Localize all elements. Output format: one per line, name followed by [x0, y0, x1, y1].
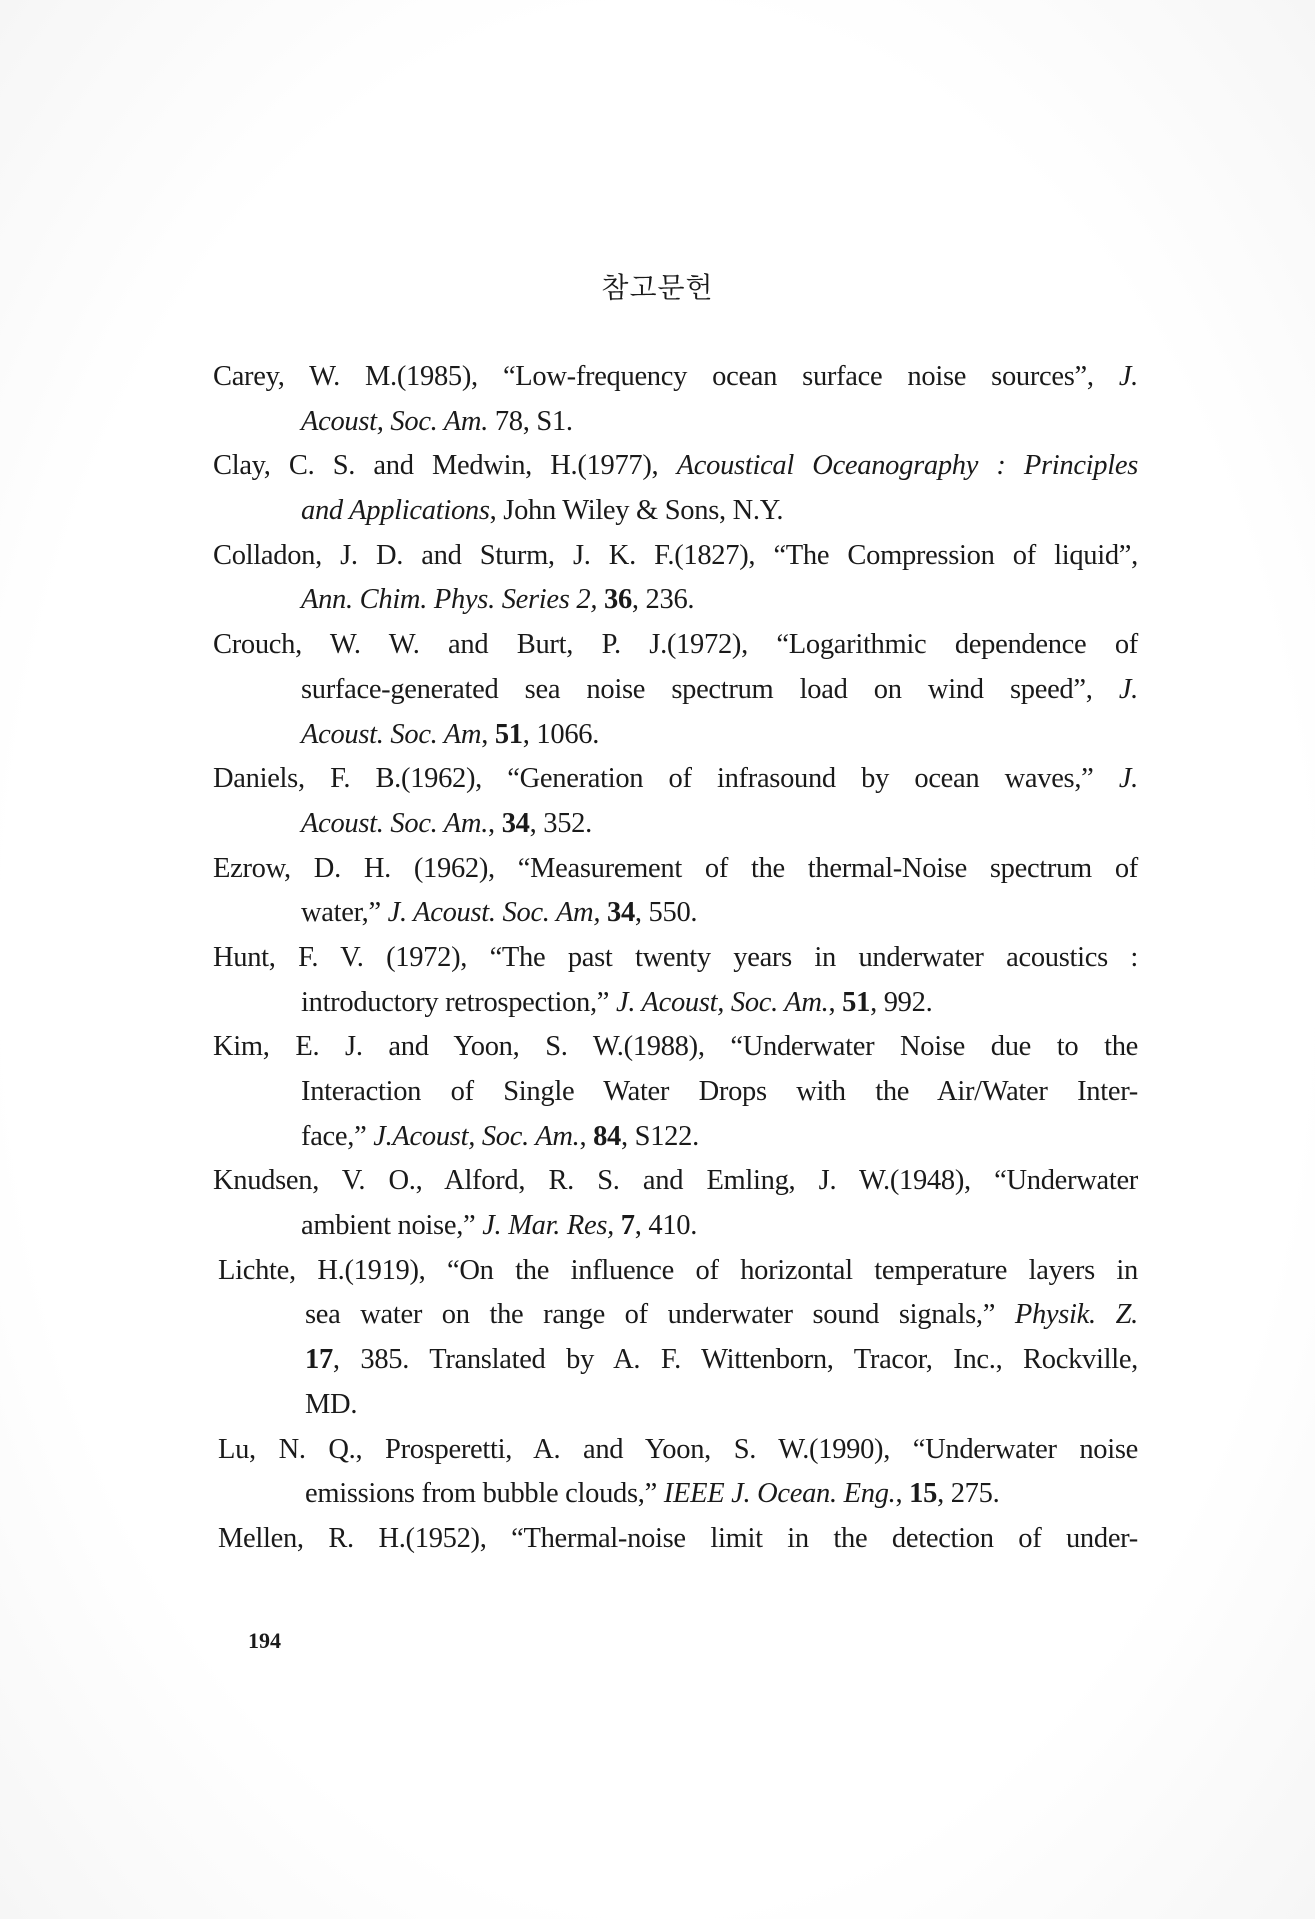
reference-entry [213, 847, 1138, 936]
italic-text: J. [1118, 673, 1138, 705]
text: , [579, 1120, 594, 1152]
text: , 385. Translated by A. F. Wittenborn, Tracor, Inc., Rockville, [332, 1344, 1138, 1376]
text: , 275. [937, 1478, 1000, 1510]
bold-text: 51 [842, 986, 871, 1018]
reference-line [213, 355, 1138, 400]
text: Colladon, J. D. and Sturm, J. K. F.(1827), “The Compression of liquid”, [213, 539, 1138, 571]
text: , 992. [870, 986, 933, 1018]
reference-line [218, 1249, 1138, 1294]
bold-text: 15 [909, 1478, 938, 1510]
text: Lu, N. Q., Prosperetti, A. and Yoon, S. W.(1990), “Underwater noise [218, 1433, 1138, 1465]
bold-text: 51 [494, 718, 523, 750]
text: Interaction of Single Water Drops with the Air/Water Inter- [301, 1076, 1138, 1107]
reference-line [218, 1517, 1138, 1562]
reference-entry [213, 757, 1138, 846]
reference-entry [213, 1428, 1138, 1517]
bold-text: 17 [305, 1344, 333, 1376]
text [600, 897, 607, 928]
reference-line [305, 1338, 1138, 1383]
italic-text: J. Acoust. Soc. Am, [387, 897, 601, 929]
italic-text: Acoust. Soc. Am. [301, 807, 489, 839]
text: , 352. [529, 807, 592, 839]
bold-text: 34 [607, 897, 635, 929]
reference-line [301, 713, 1138, 758]
italic-text: Physik. Z. [1014, 1299, 1138, 1331]
reference-line [305, 1293, 1138, 1338]
text: MD. [305, 1388, 358, 1420]
reference-entry [213, 1025, 1138, 1159]
reference-line [213, 1159, 1138, 1204]
text: , 410. [634, 1210, 698, 1242]
reference-line [301, 1204, 1138, 1249]
text: Mellen, R. H.(1952), “Thermal-noise limit in the detection of under- [218, 1522, 1138, 1554]
text: Hunt, F. V. (1972), “The past twenty years in underwater acoustics : [213, 941, 1138, 973]
text: Lichte, H.(1919), “On the influence of horizontal temperature layers in [218, 1254, 1138, 1286]
reference-line [301, 668, 1138, 713]
reference-entry [213, 936, 1138, 1025]
text: Ezrow, D. H. (1962), “Measurement of the thermal-Noise spectrum of [213, 852, 1138, 884]
bold-text: 84 [593, 1120, 622, 1152]
text: , 236. [631, 584, 695, 616]
text: , S122. [621, 1120, 699, 1152]
reference-line [301, 1070, 1138, 1115]
reference-line [213, 534, 1138, 579]
reference-line [301, 578, 1138, 623]
text: Kim, E. J. and Yoon, S. W.(1988), “Underwater Noise due to the [213, 1031, 1138, 1063]
text: surface-generated sea noise spectrum load on wind speed”, [301, 673, 1119, 705]
text: emissions from bubble clouds,” [305, 1478, 664, 1510]
bold-text: 34 [501, 807, 530, 839]
italic-text: IEEE J. Ocean. Eng. [663, 1478, 896, 1510]
bold-text: 36 [604, 584, 632, 616]
text: , [488, 807, 502, 839]
italic-text: J. Acoust, Soc. Am. [616, 986, 829, 1018]
text: , John Wiley & Sons, N.Y. [489, 495, 784, 527]
text: Knudsen, V. O., Alford, R. S. and Emling, J. W.(1948), “Underwater [213, 1165, 1138, 1197]
text [614, 1210, 621, 1241]
reference-line [305, 1383, 1138, 1428]
reference-line [301, 802, 1138, 847]
reference-entry [213, 1159, 1138, 1248]
reference-line [301, 489, 1138, 534]
italic-text: J.Acoust, Soc. Am. [373, 1120, 580, 1152]
reference-line [301, 891, 1138, 936]
italic-text: Acoust, Soc. Am. [301, 405, 489, 437]
text: , 1066. [522, 718, 600, 750]
reference-line [213, 623, 1138, 668]
text: , [828, 986, 843, 1018]
text: Clay, C. S. and Medwin, H.(1977), [213, 450, 677, 482]
italic-text: J. [1118, 361, 1138, 392]
text: , 550. [634, 897, 698, 929]
page-title: 참고문헌 [601, 271, 714, 304]
text: Carey, W. M.(1985), “Low-frequency ocean surface noise sources”, [213, 361, 1119, 392]
reference-line [213, 847, 1138, 892]
italic-text: and Applications [301, 495, 490, 527]
reference-entry [213, 534, 1138, 623]
reference-entry [213, 1517, 1138, 1562]
text: , [481, 718, 495, 750]
reference-line [301, 400, 1138, 445]
reference-line [301, 1115, 1138, 1160]
text: 78, S1. [488, 405, 573, 437]
reference-entry [213, 623, 1138, 757]
italic-text: J. Mar. Res, [482, 1210, 614, 1242]
text: ambient noise,” [301, 1210, 483, 1242]
bold-text: 7 [620, 1210, 635, 1242]
text: introductory retrospection,” [301, 986, 616, 1018]
reference-line [213, 444, 1138, 489]
reference-line [213, 936, 1138, 981]
italic-text: Acoustical Oceanography : Principles [676, 450, 1138, 482]
text: Crouch, W. W. and Burt, P. J.(1972), “Logarithmic dependence of [213, 629, 1138, 661]
text: face,” [301, 1120, 374, 1152]
italic-text: Ann. Chim. Phys. Series 2, [301, 584, 604, 616]
text: sea water on the range of underwater sound signals,” [305, 1299, 1015, 1331]
italic-text: J. [1118, 763, 1138, 795]
reference-line [301, 981, 1138, 1026]
text: water,” [301, 897, 388, 929]
reference-entry [213, 444, 1138, 533]
reference-line [213, 757, 1138, 802]
reference-line [213, 1025, 1138, 1070]
reference-list [213, 355, 1138, 1562]
reference-entry [213, 1249, 1138, 1428]
reference-entry [213, 355, 1138, 444]
text: Daniels, F. B.(1962), “Generation of infrasound by ocean waves,” [213, 763, 1119, 795]
reference-line [305, 1472, 1138, 1517]
italic-text: Acoust. Soc. Am [301, 718, 482, 750]
text: , [895, 1478, 910, 1510]
reference-line [218, 1428, 1138, 1473]
page-number: 194 [248, 1628, 281, 1653]
